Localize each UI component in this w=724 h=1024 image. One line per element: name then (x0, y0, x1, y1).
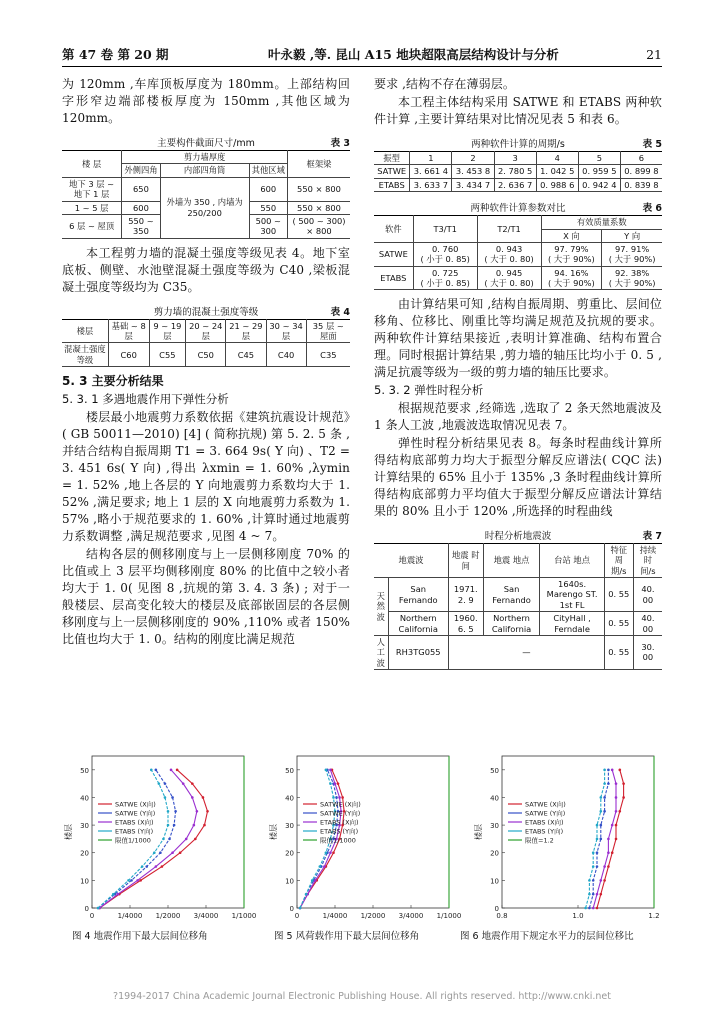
data-point (176, 769, 179, 772)
table-row: 1 ~ 5 层 600 550 550 × 800 (62, 201, 350, 214)
data-point (603, 769, 606, 772)
table-4-concrete-grades (62, 319, 350, 367)
data-point (603, 796, 606, 799)
table-7-ground-motions: 地震波 地震 时间 地震 地点 台站 地点 特征周 期/s 持续时 间/s 天然波 San Fernando 1971. 2. 9 San Fernando 1640s. Marengo ST. 1st FL 0. 55 40. 00 Northern California 1960. 6. 5 Northern California CityHall , Ferndale 0. 55 40. 00 人工波 RH3TG055 — 0. 55 30. 00 (374, 543, 662, 670)
data-point (325, 851, 328, 854)
x-tick-label: 1/4000 (322, 912, 348, 920)
table-caption: 剪力墙的混凝土强度等级 表 4 (153, 306, 350, 318)
data-point (588, 879, 591, 882)
legend-label: ETABS (X向) (525, 818, 564, 827)
data-point (167, 824, 170, 827)
data-point (162, 838, 165, 841)
table-row: 6 层 ~ 屋顶 550 ~ 350 500 ~ 300 ( 500 ~ 300) × 800 (62, 214, 350, 238)
data-point (615, 838, 618, 841)
data-point (611, 824, 614, 827)
data-point (338, 796, 341, 799)
data-point (179, 851, 182, 854)
legend-label: 限值1/1000 (320, 836, 356, 845)
data-point (203, 824, 206, 827)
paragraph: 要求 ,结构不存在薄弱层。 (374, 77, 515, 91)
data-point (592, 893, 595, 896)
figure-caption: 图 4 地震作用下最大层间位移角 (72, 931, 208, 942)
data-point (619, 769, 622, 772)
data-point (596, 824, 599, 827)
data-point (155, 865, 158, 868)
table-row: 天然波 San Fernando 1971. 2. 9 San Fernando 1640s. Marengo ST. 1st FL 0. 55 40. 00 (374, 578, 662, 612)
data-point (161, 865, 164, 868)
data-point (600, 879, 603, 882)
data-point (164, 782, 167, 785)
legend-label: 限值1/1000 (115, 836, 151, 845)
data-point (615, 810, 618, 813)
legend-label: ETABS (Y向) (320, 827, 359, 836)
data-point (174, 810, 177, 813)
y-tick-label: 40 (80, 794, 89, 803)
table-row: 混凝土强度等级 C60 C55 C50 C45 C40 C35 (62, 343, 350, 367)
data-point (596, 838, 599, 841)
data-point (171, 851, 174, 854)
data-point (615, 824, 618, 827)
table-6-parameters: 软件 T3/T1 T2/T1 有效质量系数 X 向 Y 向 SATWE 0. 760 ( 小于 0. 85) 0. 943 ( 大于 0. 80) 97. 79% ( 大于 90%) 97. 91% ( 大于 90%) ETABS 0. 725 ( 小于 0. 85) 0. 945 ( 大于 0. 80) 94. 16% ( 大于 90%) 92. 38% ( 大于 90%) (374, 215, 662, 290)
table-row: Northern California 1960. 6. 5 Northern California CityHall , Ferndale 0. 55 40. 00 (374, 612, 662, 636)
x-tick-label: 1/2000 (360, 912, 386, 920)
table-3-section-sizes: 楼 层 剪力墙厚度 框架梁 外侧四角 内部四角筒 其他区域 地下 3 层 ~ 地下 1 层 650 外墙为 350 , 内墙为 250/200 600 550 × 800 1 ~ 5 层 600 550 550 × 800 6 层 ~ 屋顶 550 ~ 350 500 ~ 300 ( 500 ~ 300) × 800 (62, 150, 350, 239)
x-tick-label: 1/1000 (231, 912, 257, 920)
chart-figure-5 (267, 748, 462, 928)
data-point (607, 769, 610, 772)
data-point (332, 796, 335, 799)
copyright-footer: ?1994-2017 China Academic Journal Electronic Publishing House. All rights reserved. http://www.cnki.net (113, 991, 611, 1002)
y-tick-label: 10 (285, 877, 294, 886)
data-point (117, 893, 120, 896)
y-axis-label: 楼层 (269, 824, 278, 840)
paragraph: 根据规范要求 ,经筛选 ,选取了 2 条天然地震波及 1 条人工波 ,地震波选取情况见表 7。 (374, 400, 662, 432)
running-header (62, 46, 662, 64)
data-point (592, 865, 595, 868)
x-tick-label: 1.2 (648, 912, 660, 920)
data-point (112, 893, 115, 896)
table-row: SATWE 0. 760 ( 小于 0. 85) 0. 943 ( 大于 0. 80) 97. 79% ( 大于 90%) 97. 91% ( 大于 90%) (374, 242, 662, 266)
journal-issue: 第 47 卷 第 20 期 (62, 47, 169, 62)
table-row: 人工波 RH3TG055 — 0. 55 30. 00 (374, 635, 662, 669)
data-point (596, 865, 599, 868)
data-point (622, 796, 625, 799)
legend-label: SATWE (X向) (525, 800, 566, 809)
data-point (150, 769, 153, 772)
data-point (588, 893, 591, 896)
data-point (314, 879, 317, 882)
data-point (305, 893, 308, 896)
data-point (596, 893, 599, 896)
subsection-heading: 5. 3. 2 弹性时程分析 (374, 383, 484, 398)
figure-caption: 图 5 风荷载作用下最大层间位移角 (274, 931, 420, 942)
legend-label: ETABS (Y向) (115, 827, 154, 836)
table-caption: 主要构件截面尺寸/mm 表 3 (157, 138, 350, 150)
legend-label: 限值=1.2 (525, 836, 554, 845)
data-point (319, 865, 322, 868)
x-tick-label: 1.0 (572, 912, 584, 920)
data-point (607, 865, 610, 868)
data-point (603, 865, 606, 868)
table-row: ETABS 0. 725 ( 小于 0. 85) 0. 945 ( 大于 0. 80) 94. 16% ( 大于 90%) 92. 38% ( 大于 90%) (374, 266, 662, 290)
data-point (600, 893, 603, 896)
y-axis-label: 楼层 (64, 824, 73, 840)
y-tick-label: 50 (490, 766, 499, 775)
data-point (173, 824, 176, 827)
table-5-periods (374, 151, 662, 192)
data-point (202, 796, 205, 799)
data-point (332, 851, 335, 854)
legend-label: ETABS (X向) (320, 818, 359, 827)
data-point (145, 865, 148, 868)
section-heading: 5. 3 主要分析结果 (62, 374, 164, 389)
y-tick-label: 0 (84, 905, 89, 913)
x-tick-label: 0 (89, 912, 95, 920)
figure-caption: 图 6 地震作用下规定水平力的层间位移比 (460, 931, 634, 942)
data-point (329, 851, 332, 854)
x-tick-label: 1/1000 (436, 912, 462, 920)
data-point (185, 838, 188, 841)
figure-5 (267, 748, 462, 933)
data-point (329, 782, 332, 785)
paragraph: 本工程剪力墙的混凝土强度等级见表 4。地下室底板、侧壁、水池壁混凝土强度等级为 C40 ,梁板混凝土强度等级均为 C35。 (62, 245, 350, 294)
x-tick-label: 1/2000 (155, 912, 181, 920)
page-number: 21 (646, 47, 662, 62)
data-point (592, 851, 595, 854)
legend-label: SATWE (X向) (115, 800, 156, 809)
data-point (334, 782, 337, 785)
paragraph: 为 120mm ,车库顶板厚度为 180mm。上部结构回字形窄边端部楼板厚度为 150mm ,其他区域为 120mm。 (62, 77, 350, 126)
data-point (596, 851, 599, 854)
header-rule (62, 66, 662, 67)
y-tick-label: 40 (285, 794, 294, 803)
data-point (600, 838, 603, 841)
x-tick-label: 3/4000 (398, 912, 424, 920)
data-point (158, 782, 161, 785)
data-point (325, 769, 328, 772)
data-point (153, 851, 156, 854)
subsection-heading: 5. 3. 1 多遇地震作用下弹性分析 (62, 392, 229, 407)
table-caption: 两种软件计算参数对比 表 6 (470, 203, 662, 215)
data-point (168, 838, 171, 841)
data-point (335, 796, 338, 799)
x-tick-label: 0 (294, 912, 300, 920)
table-row: 地下 3 层 ~ 地下 1 层 650 外墙为 350 , 内墙为 250/200 600 550 × 800 (62, 177, 350, 201)
data-point (600, 824, 603, 827)
data-point (600, 810, 603, 813)
figure-6 (472, 748, 662, 933)
data-point (299, 907, 302, 910)
figure-row (62, 748, 662, 948)
paragraph: 弹性时程分析结果见表 8。每条时程曲线计算所得结构底部剪力均大于振型分解反应谱法( CQC 法) 计算结果的 65% 且小于 135% ,3 条时程曲线计算所得结构底部剪力平均值大于振型分解反应谱法计算结果的 80% 且小于 120% ,所选择的时程曲线 (374, 435, 662, 518)
y-tick-label: 30 (285, 822, 294, 831)
table-caption: 两种软件计算的周期/s 表 5 (471, 139, 662, 151)
data-point (619, 810, 622, 813)
data-point (588, 907, 591, 910)
x-tick-label: 1/4000 (117, 912, 143, 920)
data-point (341, 796, 344, 799)
data-point (167, 810, 170, 813)
data-point (196, 810, 199, 813)
chart-figure-4 (62, 748, 257, 928)
legend-label: SATWE (Y向) (525, 809, 566, 818)
data-point (139, 879, 142, 882)
data-point (611, 851, 614, 854)
data-point (592, 907, 595, 910)
data-point (141, 865, 144, 868)
data-point (603, 879, 606, 882)
data-point (337, 782, 340, 785)
data-point (611, 769, 614, 772)
y-tick-label: 10 (80, 877, 89, 886)
right-column (374, 76, 662, 676)
data-point (596, 907, 599, 910)
y-axis-label: 楼层 (474, 824, 483, 840)
data-point (622, 782, 625, 785)
data-point (191, 782, 194, 785)
x-tick-label: 3/4000 (193, 912, 219, 920)
y-tick-label: 10 (490, 877, 499, 886)
data-point (592, 879, 595, 882)
data-point (155, 769, 158, 772)
y-tick-label: 30 (80, 822, 89, 831)
y-tick-label: 0 (494, 905, 499, 913)
legend-label: SATWE (Y向) (115, 809, 156, 818)
article-running-title: 叶永毅 ,等. 昆山 A15 地块超限高层结构设计与分析 (268, 47, 559, 62)
data-point (600, 796, 603, 799)
x-tick-label: 0.8 (496, 912, 508, 920)
data-point (97, 907, 100, 910)
legend-label: ETABS (X向) (115, 818, 154, 827)
paragraph: 由计算结果可知 ,结构自振周期、剪重比、层间位移角、位移比、刚重比等均满足规范及抗规的要求。两种软件计算结果接近 ,表明计算准确、结构布置合理。同时根据计算结果 ,剪力墙的轴压比均小于 0. 5 ,满足抗震等级为一级的剪力墙的轴压比要求。 (374, 297, 662, 380)
data-point (615, 782, 618, 785)
y-tick-label: 40 (490, 794, 499, 803)
legend-label: ETABS (Y向) (525, 827, 564, 836)
data-point (603, 782, 606, 785)
data-point (171, 796, 174, 799)
data-point (329, 769, 332, 772)
data-point (584, 907, 587, 910)
chart-figure-6 (472, 748, 662, 928)
table-row: SATWE 3. 661 4 3. 453 8 2. 780 5 1. 042 5 0. 959 5 0. 899 8 (374, 165, 662, 178)
table-row: ETABS 3. 633 7 3. 434 7 2. 636 7 0. 988 6 0. 942 4 0. 839 8 (374, 178, 662, 191)
data-point (130, 879, 133, 882)
y-tick-label: 0 (289, 905, 294, 913)
data-point (136, 879, 139, 882)
data-point (607, 851, 610, 854)
y-tick-label: 20 (490, 849, 499, 858)
data-point (603, 810, 606, 813)
paragraph: 楼层最小地震剪力系数依据《建筑抗震设计规范》( GB 50011—2010) [4] ( 简称抗规) 第 5. 2. 5 条 ,并结合结构自振周期 T1 = 3. 664 9s( Y 向) 、T2 = 3. 451 6s( Y 向) ,得出 λxmin = 1. 60% ,λymin = 1. 52% ,地上各层的 Y 向地震剪力系数均大于 1. 52% ,满足要求; 地上 1 层的 X 向地震剪力系数为 1. 57% ,略小于规范要求的 1. 60% ,计算时通过地震剪力系数调整 ,满足规范要求 ,见图 4 ~ 7。 (62, 409, 350, 543)
data-point (323, 865, 326, 868)
table-row: 振型 1 2 3 4 5 6 (374, 152, 662, 165)
legend-label: SATWE (Y向) (320, 809, 361, 818)
paragraph: 结构各层的侧移刚度与上一层侧移刚度 70% 的比值或上 3 层平均侧移刚度 80% 的比值中之较小者均大于 1. 0( 见图 8 ,抗规的第 3. 4. 3 条) ; 对于一般楼层、层高变化较大的楼层及底部嵌固层的各层侧移刚度与上一层侧移刚度的 90% ,110% 或者 150% 比值也均大于 1. 0。结构的刚度比满足规范 (62, 546, 350, 646)
y-tick-label: 50 (285, 766, 294, 775)
data-point (193, 824, 196, 827)
data-point (194, 838, 197, 841)
data-point (607, 838, 610, 841)
y-tick-label: 30 (490, 822, 499, 831)
data-point (311, 879, 314, 882)
data-point (191, 796, 194, 799)
table-caption: 时程分析地震波 表 7 (484, 531, 662, 543)
data-point (206, 810, 209, 813)
left-column (62, 76, 350, 649)
table-row: 楼层 基础 ~ 8 层 9 ~ 19 层 20 ~ 24 层 21 ~ 29 层 30 ~ 34 层 35 层 ~ 屋面 (62, 319, 350, 343)
data-point (164, 796, 167, 799)
y-tick-label: 50 (80, 766, 89, 775)
legend-label: SATWE (X向) (320, 800, 361, 809)
data-point (127, 879, 130, 882)
y-tick-label: 20 (285, 849, 294, 858)
data-point (182, 782, 185, 785)
paragraph: 本工程主体结构采用 SATWE 和 ETABS 两种软件计算 ,主要计算结果对比情况见表 5 和表 6。 (374, 95, 662, 127)
data-point (159, 851, 162, 854)
data-point (607, 782, 610, 785)
data-point (615, 796, 618, 799)
y-tick-label: 20 (80, 849, 89, 858)
figure-4 (62, 748, 257, 933)
data-point (170, 769, 173, 772)
